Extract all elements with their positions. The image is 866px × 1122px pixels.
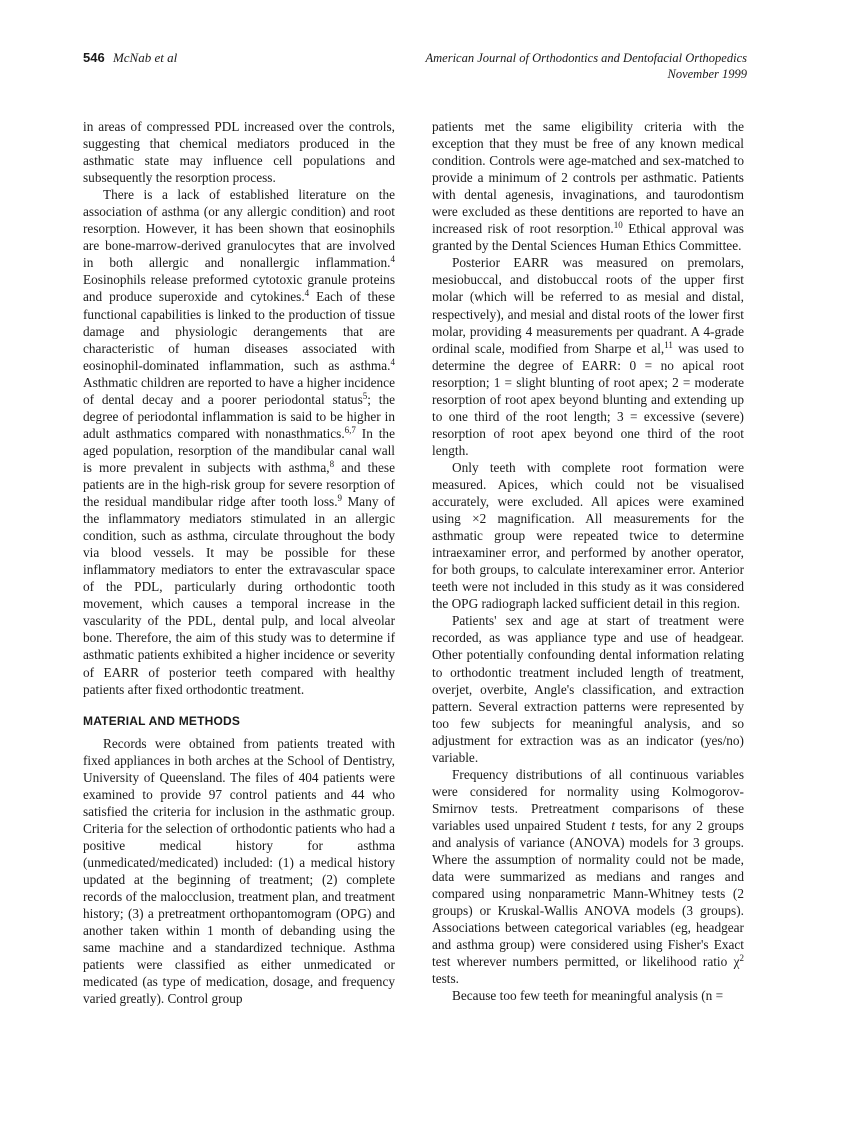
paragraph: Frequency distributions of all continuous variables were considered for normality using Kolmogorov-Smirnov tests. Pretreatment comparisons of these variables used unpaired Student t tests, for any 2 groups and analysis of variance (ANOVA) models for 3 groups. Where the assumption of normality could not be made, data were summarized as medians and ranges and compared using nonparametric Mann-Whitney tests (2 groups) or Kruskal-Wallis ANOVA models (3 groups). Associations between categorical variables (eg, headgear and asthma group) were considered using Fisher's Exact test wherever numbers permitted, or likelihood ratio $\chi^2$ tests. [432,766,744,987]
section-heading: MATERIAL AND METHODS [83,713,241,728]
citation: 11 [664,339,673,350]
citation: 4 [390,254,395,265]
citation: 8 [329,458,335,469]
page-number: 546 [83,50,105,65]
chi-symbol: χ [733,954,740,970]
superscript: 2 [739,953,744,964]
running-header-left [83,50,177,66]
paragraph: Records were obtained from patients treated with fixed appliances in both arches at the School of Dentistry, University of Queensland. The files of 404 patients were examined to provide 97 control patients and 44 who satisfied the criteria for inclusion in the asthmatic group. Criteria for the selection of orthodontic patients who had a positive medical history for asthma (unmedicated/medicated) included: (1) a medical history updated at the beginning of treatment; (2) complete records of the malocclusion, treatment plan, and treatment history; (3) a pretreatment orthopantomogram (OPG) and another taken within 1 month of debanding using the same machine and a standardized technique. Asthma patients were classified as either unmedicated or medicated (as type of medication, dosage, and frequency varied greatly). Control group [83,735,395,1007]
paragraph: Only teeth with complete root formation were measured. Apices, which could not be visualised accurately, were excluded. All apices were examined using ×2 magnification. All measurements for the asthmatic group were repeated twice to determine intraexaminer error, and performed by another operator, for both groups, to calculate interexaminer error. Anterior teeth were not included in this study as it was considered the OPG radiograph lacked sufficient detail in this region. [432,459,744,612]
citation: 4 [390,356,395,367]
paragraph: Posterior EARR was measured on premolars, mesiobuccal, and distobuccal roots of the upper first molar (which will be referred to as mesial and distal, respectively), and mesial and distal roots of the lower first molar, providing 4 measurements per quadrant. A 4-grade ordinal scale, modified from Sharpe et al,$^{11}$ was used to determine the degree of EARR: 0 = no apical root resorption; 1 = slight blunting of root apex; 2 = moderate resorption of root apex beyond blunting and extending up to one third of the root length; 3 = excessive (severe) resorption of root apex beyond one third of the root length. [432,255,744,458]
citation: 4 [304,288,310,299]
running-header-right [426,50,748,82]
citation: 10 [613,220,623,231]
italic-symbol: t [611,817,615,833]
issue-date: November 1999 [667,67,747,81]
citation: 9 [337,493,343,504]
citation: 6,7 [344,424,356,435]
paragraph: Patients' sex and age at start of treatment were recorded, as was appliance type and use of headgear. Other potentially confounding dental information relating to orthodontic treatment included length of treatment, overjet, overbite, Angle's classification, and extraction pattern. Several extraction patterns were represented by too few subjects for meaningful analysis, and so adjustment for extraction was as an indicator (yes/no) variable. [432,613,744,765]
right-column [432,118,744,1004]
paragraph: There is a lack of established literature on the association of asthma (or any allergic condition) and root resorption. However, it has been shown that eosinophils are bone-marrow-derived granulocytes that are involved in both allergic and nonallergic inflammation.$^4$ Eosinophils release preformed cytotoxic granule proteins and produce superoxide and cytokines.$^4$ Each of these functional capabilities is linked to the production of tissue damage and physiologic derangements that are characteristic of human diseases associated with eosinophil-dominated inflammation, such as asthma.$^4$ Asthmatic children are reported to have a higher incidence of dental decay and a poorer periodontal status$^5$; the degree of periodontal inflammation is said to be higher in adult asthmatics compared with nonasthmatics.$^{6,7}$ In the aged population, resorption of the mandibular canal wall is more prevalent in subjects with asthma,$^8$ and these patients are in the high-risk group for severe resorption of the residual mandibular ridge after tooth loss.$^9$ Many of the inflammatory mediators stimulated in an allergic condition, such as asthma, circulate throughout the body via blood vessels. It may be possible for these inflammatory mediators to enter the extravascular space of the PDL, particularly during orthodontic tooth movement, which causes a temporal increase in the vascularity of the PDL, dental pulp, and local alveolar bone. Therefore, the aim of this study was to determine if asthmatic patients exhibited a higher incidence or severity of EARR of posterior teeth compared with healthy patients after fixed orthodontic treatment. [83,187,395,697]
running-authors: McNab et al [112,50,178,65]
paragraph: patients met the same eligibility criteria with the exception that they must be free of any known medical condition. Controls were age-matched and sex-matched to provide a minimum of 2 controls per asthmatic. Patients with dental agenesis, invaginations, and taurodontism were excluded as these dentitions are reported to have an increased risk of root resorption.$^{10}$ Ethical approval was granted by the Dental Sciences Human Ethics Committee. [432,119,744,254]
journal-title: American Journal of Orthodontics and Dentofacial Orthopedics [425,51,747,65]
paragraph: Because too few teeth for meaningful analysis (n = [452,988,724,1004]
citation: 5 [362,390,368,401]
left-column [83,118,395,1007]
paragraph: in areas of compressed PDL increased over the controls, suggesting that chemical mediators produced in the asthmatic state may influence cell populations and subsequently the resorption process. [83,119,395,186]
